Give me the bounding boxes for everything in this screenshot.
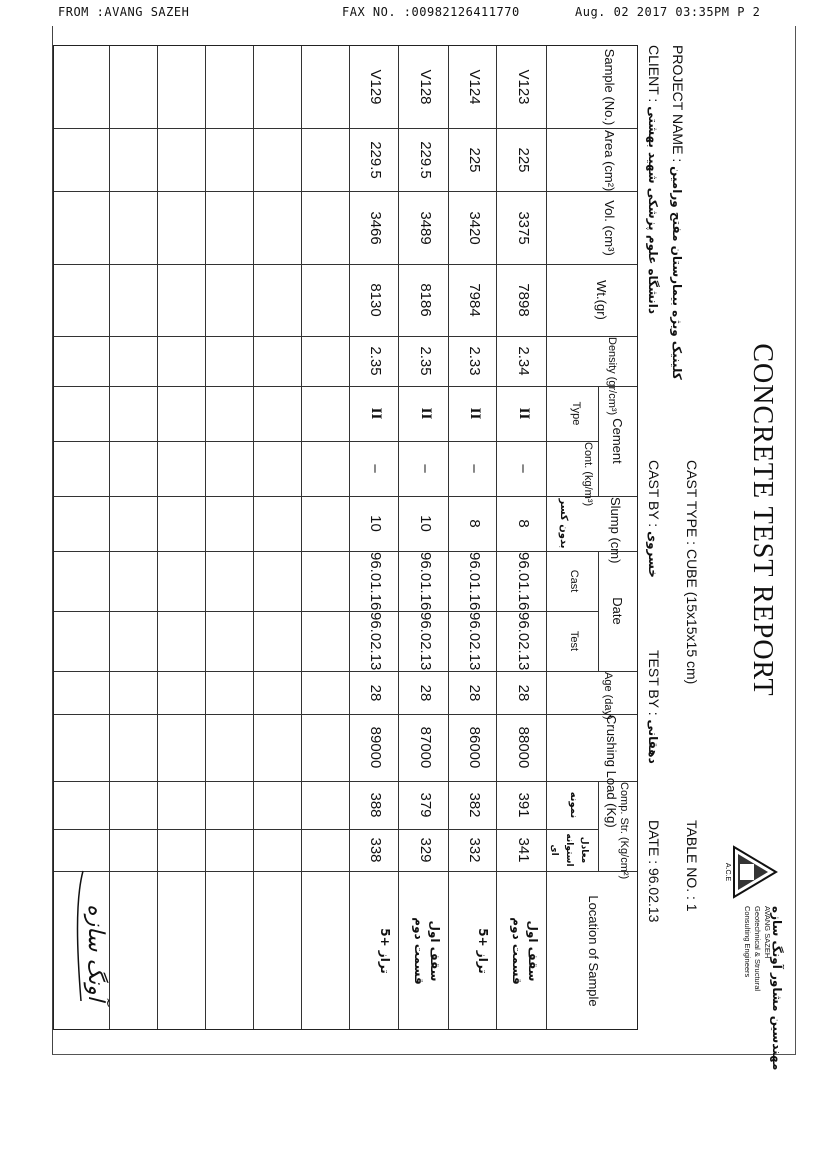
cell-density: 2.33: [466, 346, 483, 376]
project-name: [670, 45, 686, 380]
cell-density: 2.35: [417, 346, 434, 376]
cell-comp: 388: [367, 792, 384, 818]
cell-location: [475, 872, 491, 1030]
cast-by: [646, 460, 662, 578]
cell-sample: V124: [466, 69, 483, 105]
header-crushing-load: Crushing Load (Kg): [604, 715, 619, 828]
header-area: Area (cm²): [602, 130, 617, 192]
cell-date-cast: 96.01.16: [466, 552, 483, 611]
cast-by-label: CAST BY :: [646, 460, 662, 528]
cell-wt: 8186: [417, 283, 434, 317]
cell-location: [377, 872, 393, 1030]
cell-equiv: 338: [367, 837, 384, 863]
header-wt: Wt.(gr): [594, 280, 609, 320]
test-by-value: دهقانی: [646, 719, 660, 764]
grid-line: [253, 46, 254, 1029]
logo-text: [742, 906, 782, 1070]
cell-equiv: 329: [417, 837, 434, 863]
header-cement-type: Type: [570, 401, 582, 426]
fax-number: FAX NO. :00982126411770: [342, 5, 520, 19]
grid-line: [54, 191, 637, 192]
grid-line: [205, 46, 206, 1029]
cell-area: 225: [515, 147, 532, 173]
cell-sample: V123: [515, 69, 532, 105]
cell-wt: 7984: [466, 283, 483, 317]
cell-cement-cont: –: [367, 464, 384, 473]
grid-line: [398, 46, 399, 1029]
cell-load: 89000: [367, 726, 384, 769]
cell-slump: 8: [515, 519, 532, 528]
cell-cement-cont: –: [515, 464, 532, 473]
header-slump-note: بدون کسر: [558, 498, 569, 549]
test-results-table: [53, 45, 638, 1030]
cell-density: 2.34: [515, 346, 532, 376]
grid-line: [54, 671, 637, 672]
header-slump: Slump (cm): [608, 497, 623, 564]
header-age: Age (day): [602, 672, 614, 720]
grid-line: [54, 336, 637, 337]
location-line: سقف اول: [428, 920, 442, 982]
cell-comp: 379: [417, 792, 434, 818]
header-sample: Sample (No.): [602, 48, 617, 126]
cell-comp: 391: [515, 792, 532, 818]
header-location: Location of Sample: [586, 895, 601, 1007]
cell-slump: 8: [466, 519, 483, 528]
cell-cement-cont: –: [466, 464, 483, 473]
cell-slump: 10: [367, 515, 384, 532]
cell-age: 28: [417, 684, 434, 702]
cell-area: 229.5: [367, 141, 384, 179]
cell-vol: 3466: [367, 211, 384, 245]
cell-date-test: 96.02.13: [417, 612, 434, 671]
header-date-cast: Cast: [568, 569, 580, 593]
cell-date-cast: 96.01.16: [515, 552, 532, 611]
report-title: CONCRETE TEST REPORT: [747, 343, 778, 697]
cell-equiv: 332: [466, 837, 483, 863]
cell-area: 225: [466, 147, 483, 173]
cell-sample: V129: [367, 69, 384, 105]
header-cement: Cement: [610, 418, 625, 464]
location-line: تراز +5: [476, 928, 490, 974]
grid-line: [54, 264, 637, 265]
cell-load: 86000: [466, 726, 483, 769]
logo-abbr: A.C.E: [724, 862, 731, 882]
grid-line: [54, 551, 637, 552]
logo-mark-icon: [724, 842, 784, 902]
header-cement-cont: Cont. (kg/m³): [582, 442, 594, 507]
cell-cement-type: II: [516, 407, 532, 420]
cast-type: CAST TYPE : CUBE (15x15x15 cm): [684, 460, 700, 685]
cell-age: 28: [515, 684, 532, 702]
grid-line: [54, 496, 637, 497]
cell-date-cast: 96.01.16: [367, 552, 384, 611]
grid-line: [157, 46, 158, 1029]
grid-line: [54, 714, 637, 715]
header-date: Date: [610, 597, 625, 625]
cell-age: 28: [367, 684, 384, 702]
table-number: TABLE NO. : 1: [684, 820, 700, 912]
project-value: کلینیک ویژه بیمارستان مفتح ورامین: [670, 166, 684, 380]
cell-area: 229.5: [417, 141, 434, 179]
grid-line: [349, 46, 350, 1029]
location-line: تراز +5: [378, 928, 392, 974]
cell-sample: V128: [417, 69, 434, 105]
grid-line: [598, 551, 599, 671]
header-comp-str: Comp. Str. (Kg/cm²): [618, 782, 630, 880]
cell-cement-type: II: [418, 407, 434, 420]
grid-line: [496, 46, 497, 1029]
cell-equiv: 341: [515, 837, 532, 863]
header-vol: Vol. (cm³): [602, 200, 617, 256]
client-label: CLIENT :: [646, 45, 662, 103]
location-line: قسمت دوم: [510, 917, 524, 985]
client: [646, 45, 662, 314]
header-density: Density (gr/cm³): [606, 337, 618, 416]
logo-line-2: Geotechnical & Structural: [753, 906, 762, 992]
cell-load: 88000: [515, 726, 532, 769]
cell-wt: 8130: [367, 283, 384, 317]
company-stamp: [67, 861, 127, 1011]
cell-comp: 382: [466, 792, 483, 818]
grid-line: [301, 46, 302, 1029]
cell-cement-type: II: [467, 407, 483, 420]
cell-cement-type: II: [368, 407, 384, 420]
test-by-label: TEST BY :: [646, 650, 662, 716]
cell-vol: 3420: [466, 211, 483, 245]
rotated-report: [50, 30, 790, 1071]
cell-date-cast: 96.01.16: [417, 552, 434, 611]
header-comp-sample: نمونه: [568, 791, 579, 819]
grid-line: [546, 46, 547, 1029]
cell-cement-cont: –: [417, 464, 434, 473]
header-comp-equiv: معادل استوانه ای: [549, 833, 589, 867]
test-by: [646, 650, 662, 764]
stamp-text: آونگ سازه: [83, 904, 108, 1001]
fax-from: FROM :AVANG SAZEH: [58, 5, 190, 19]
location-line: قسمت دوم: [412, 917, 426, 985]
cell-age: 28: [466, 684, 483, 702]
cell-vol: 3489: [417, 211, 434, 245]
cell-location: [411, 872, 443, 1030]
grid-line: [598, 386, 599, 496]
grid-line: [54, 128, 637, 129]
cell-wt: 7898: [515, 283, 532, 317]
header-date-test: Test: [568, 630, 580, 652]
location-line: سقف اول: [526, 920, 540, 982]
cell-load: 87000: [417, 726, 434, 769]
cell-slump: 10: [417, 515, 434, 532]
cell-date-test: 96.02.13: [515, 612, 532, 671]
cell-location: [509, 872, 541, 1030]
fax-date: Aug. 02 2017 03:35PM P 2: [575, 5, 761, 19]
client-value: دانشگاه علوم پزشکی شهید بهشتی: [646, 106, 660, 315]
logo-line-fa: مهندسین مشاور آونگ سازه: [770, 906, 784, 1071]
logo-line-1: AVANG SAZEH: [763, 906, 772, 959]
cast-by-value: خسروی: [646, 531, 660, 578]
project-label: PROJECT NAME :: [670, 45, 686, 163]
grid-line: [54, 871, 637, 872]
company-logo: [708, 842, 788, 1071]
cell-date-test: 96.02.13: [367, 612, 384, 671]
signature-icon: [67, 861, 127, 1011]
grid-line: [54, 781, 637, 782]
report-date: DATE : 96.02.13: [646, 820, 662, 923]
grid-line: [448, 46, 449, 1029]
grid-line: [54, 386, 637, 387]
grid-line: [598, 781, 599, 871]
fax-header: [0, 0, 819, 24]
cell-date-test: 96.02.13: [466, 612, 483, 671]
cell-density: 2.35: [367, 346, 384, 376]
cell-vol: 3375: [515, 211, 532, 245]
logo-line-3: Consulting Engineers: [743, 906, 752, 978]
